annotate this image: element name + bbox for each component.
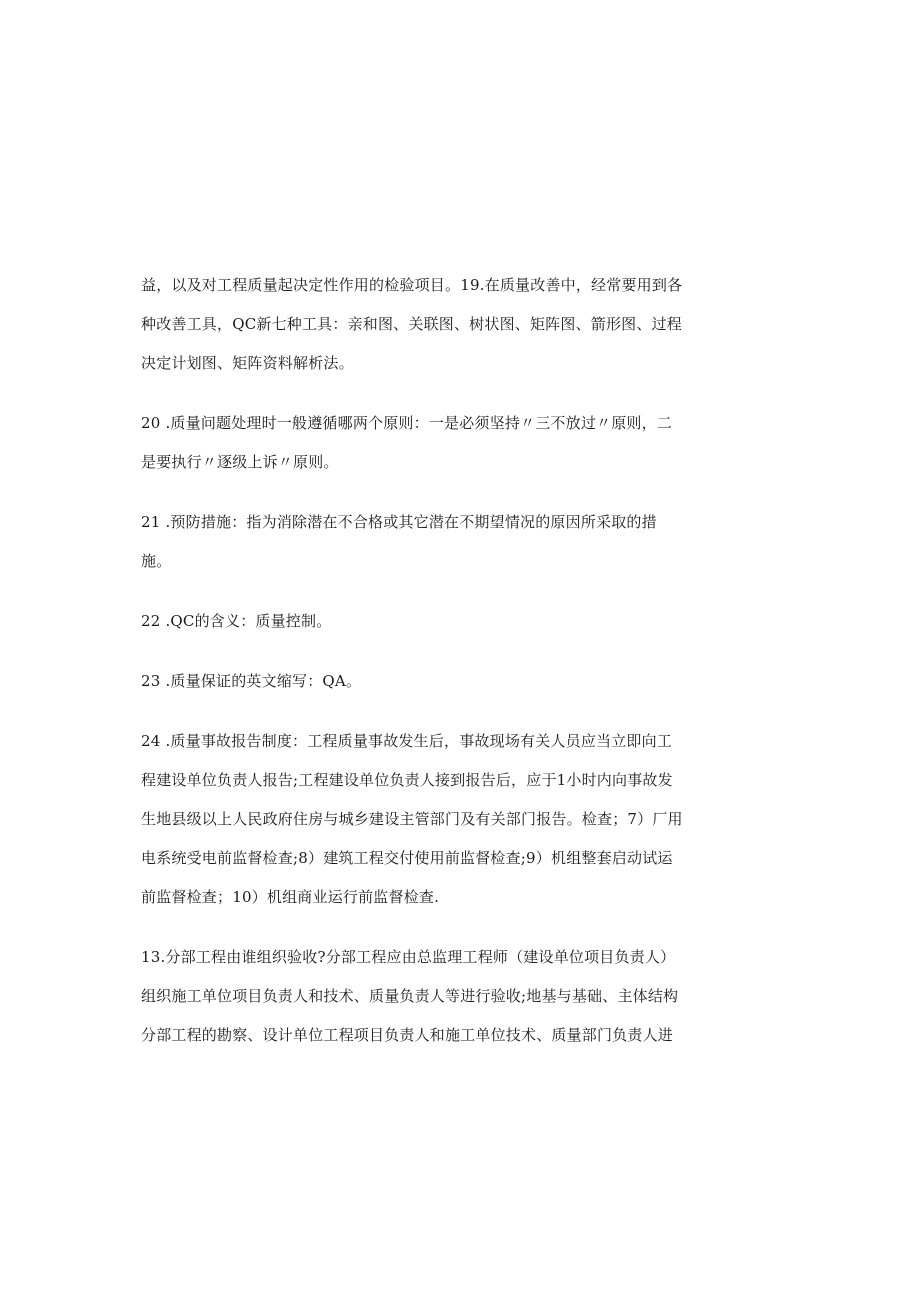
text-line: 20 .质量问题处理时一般遵循哪两个原则：一是必须坚持〃三不放过〃原则，二: [141, 414, 673, 432]
text-line: 种改善工具，QC新七种工具：亲和图、关联图、树状图、矩阵图、箭形图、过程: [141, 315, 682, 333]
paragraph-20: [141, 404, 693, 482]
text-line: 生地县级以上人民政府住房与城乡建设主管部门及有关部门报告。检查；7）厂用: [141, 810, 683, 828]
text-line: 电系统受电前监督检查;8）建筑工程交付使用前监督检查;9）机组整套启动试运: [141, 849, 673, 867]
text-line: 施。: [141, 552, 172, 570]
paragraph-24: [141, 722, 693, 917]
paragraph-19: [141, 266, 693, 383]
text-line: 决定计划图、矩阵资料解析法。: [141, 354, 354, 372]
text-line: 前监督检查；10）机组商业运行前监督检查.: [141, 888, 440, 906]
document-page: [141, 266, 693, 1076]
text-line: 24 .质量事故报告制度：工程质量事故发生后，事故现场有关人员应当立即向工: [141, 732, 673, 750]
text-line: 分部工程的勘察、设计单位工程项目负责人和施工单位技术、质量部门负责人进: [141, 1026, 674, 1044]
paragraph-23: [141, 662, 693, 701]
text-line: 益，以及对工程质量起决定性作用的检验项目。19.在质量改善中，经常要用到各: [141, 276, 683, 294]
paragraph-22: [141, 602, 693, 641]
text-line: 组织施工单位项目负责人和技术、质量负责人等进行验收;地基与基础、主体结构: [141, 987, 679, 1005]
text-line: 21 .预防措施：指为消除潜在不合格或其它潜在不期望情况的原因所采取的措: [141, 513, 657, 531]
text-line: 13.分部工程由谁组织验收?分部工程应由总监理工程师（建设单位项目负责人）: [141, 948, 676, 966]
paragraph-21: [141, 503, 693, 581]
paragraph-13: [141, 938, 693, 1055]
text-line: 是要执行〃逐级上诉〃原则。: [141, 453, 339, 471]
text-line: 23 .质量保证的英文缩写：QA。: [141, 672, 362, 690]
text-line: 程建设单位负责人报告;工程建设单位负责人接到报告后，应于1小时内向事故发: [141, 771, 673, 789]
text-line: 22 .QC的含义：质量控制。: [141, 612, 332, 630]
